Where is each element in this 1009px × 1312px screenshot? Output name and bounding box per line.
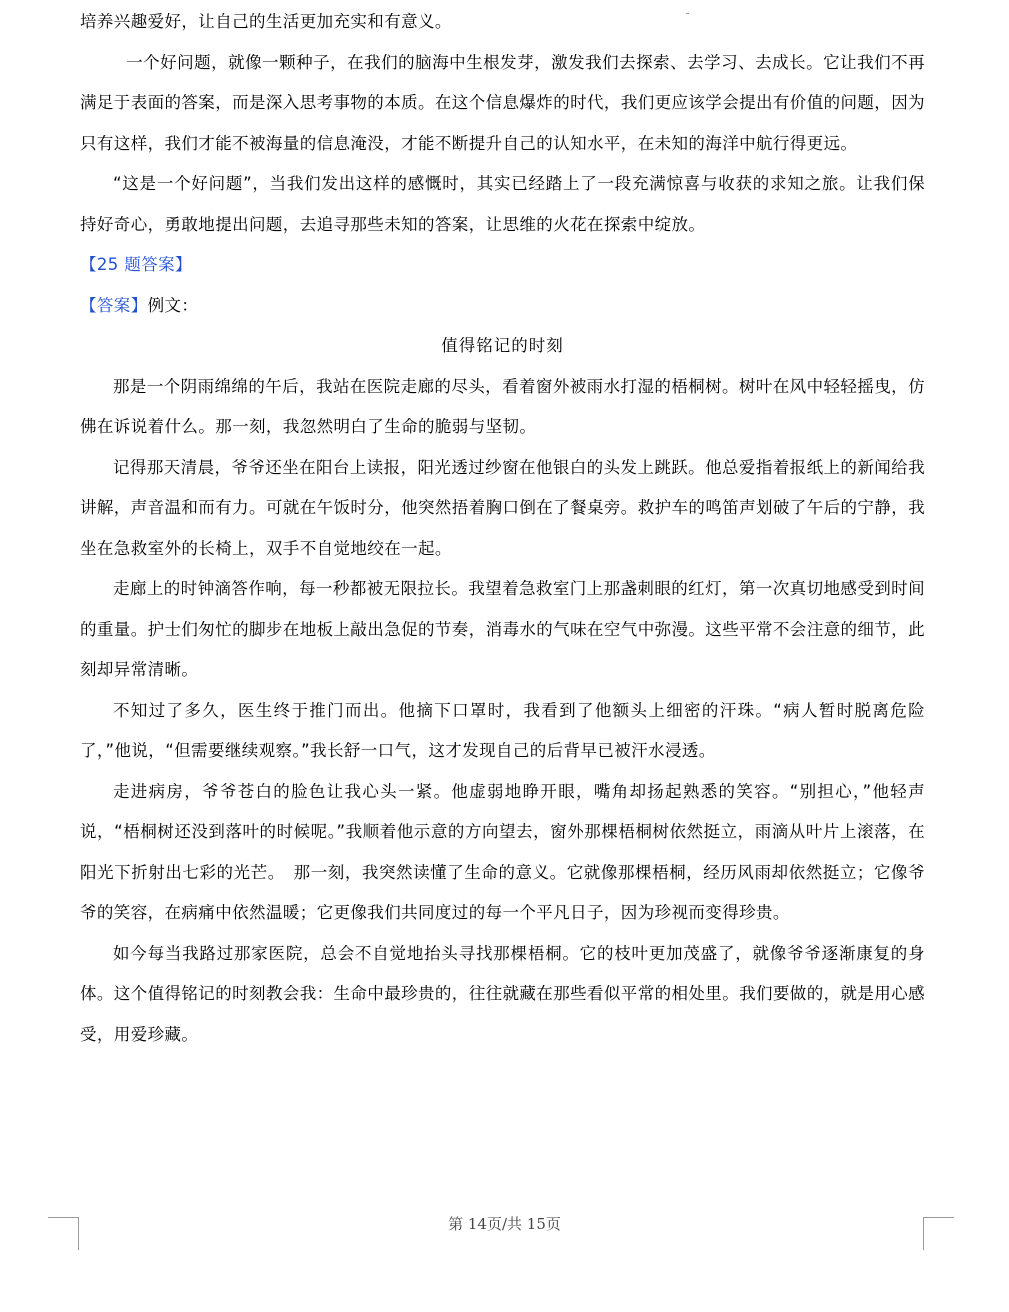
answer-label: 【答案】 — [80, 295, 148, 315]
essay-paragraph: 走廊上的时钟滴答作响，每一秒都被无限拉长。我望着急救室门上那盏刺眼的红灯，第一次真切地感受到时间的重量。护士们匆忙的脚步在地板上敲出急促的节奏，消毒水的气味在空气中弥漫。这些平常不会注意的细节，此刻却异常清晰。 — [80, 579, 925, 679]
answer-heading: 【25 题答案】 — [80, 255, 192, 274]
answer-intro: 例文： — [147, 295, 199, 315]
document-body — [80, 0, 925, 1055]
paragraph-continuation: 培养兴趣爱好，让自己的生活更加充实和有意义。 — [80, 12, 452, 31]
essay-paragraph: 记得那天清晨，爷爷还坐在阳台上读报，阳光透过纱窗在他银白的头发上跳跃。他总爱指着报纸上的新闻给我讲解，声音温和而有力。可就在午饭时分，他突然捂着胸口倒在了餐桌旁。救护车的鸣笛声划破了午后的宁静，我坐在急救室外的长椅上，双手不自觉地绞在一起。 — [80, 457, 925, 558]
essay-paragraph: 不知过了多久，医生终于推门而出。他摘下口罩时，我看到了他额头上细密的汗珠。“病人暂时脱离危险了，”他说，“但需要继续观察。”我长舒一口气，这才发现自己的后背早已被汗水浸透。 — [80, 700, 925, 760]
page-number-footer: 第 14页/共 15页 — [448, 1215, 561, 1233]
essay-paragraph: 如今每当我路过那家医院，总会不自觉地抬头寻找那棵梧桐。它的枝叶更加茂盛了，就像爷爷逐渐康复的身体。这个值得铭记的时刻教会我：生命中最珍贵的，往往就藏在那些看似平常的相处里。我们要做的，就是用心感受，用爱珍藏。 — [80, 943, 925, 1044]
paragraph-curiosity: “这是一个好问题”，当我们发出这样的感慨时，其实已经踏上了一段充满惊喜与收获的求知之旅。让我们保持好奇心，勇敢地提出问题，去追寻那些未知的答案，让思维的火花在探索中绽放。 — [80, 174, 925, 234]
essay-title: 值得铭记的时刻 — [441, 336, 564, 355]
answer-line — [80, 286, 925, 327]
paragraph-good-question: 一个好问题，就像一颗种子，在我们的脑海中生根发芽，激发我们去探索、去学习、去成长。它让我们不再满足于表面的答案，而是深入思考事物的本质。在这个信息爆炸的时代，我们更应该学会提出有价值的问题，因为只有这样，我们才能不被海量的信息淹没，才能不断提升自己的认知水平，在未知的海洋中航行得更远。 — [80, 52, 925, 153]
essay-paragraph: 那是一个阴雨绵绵的午后，我站在医院走廊的尽头，看着窗外被雨水打湿的梧桐树。树叶在风中轻轻摇曳，仿佛在诉说着什么。那一刻，我忽然明白了生命的脆弱与坚韧。 — [80, 376, 925, 436]
essay-paragraph: 走进病房，爷爷苍白的脸色让我心头一紧。他虚弱地睁开眼，嘴角却扬起熟悉的笑容。“别担心，”他轻声说，“梧桐树还没到落叶的时候呢。”我顺着他示意的方向望去，窗外那棵梧桐树依然挺立，雨滴从叶片上滚落，在阳光下折射出七彩的光芒。 那一刻，我突然读懂了生命的意义。它就像那棵梧桐，经历风雨却依然挺立；它像爷爷的笑容，在病痛中依然温暖；它更像我们共同度过的每一个平凡日子，因为珍视而变得珍贵。 — [80, 781, 925, 922]
